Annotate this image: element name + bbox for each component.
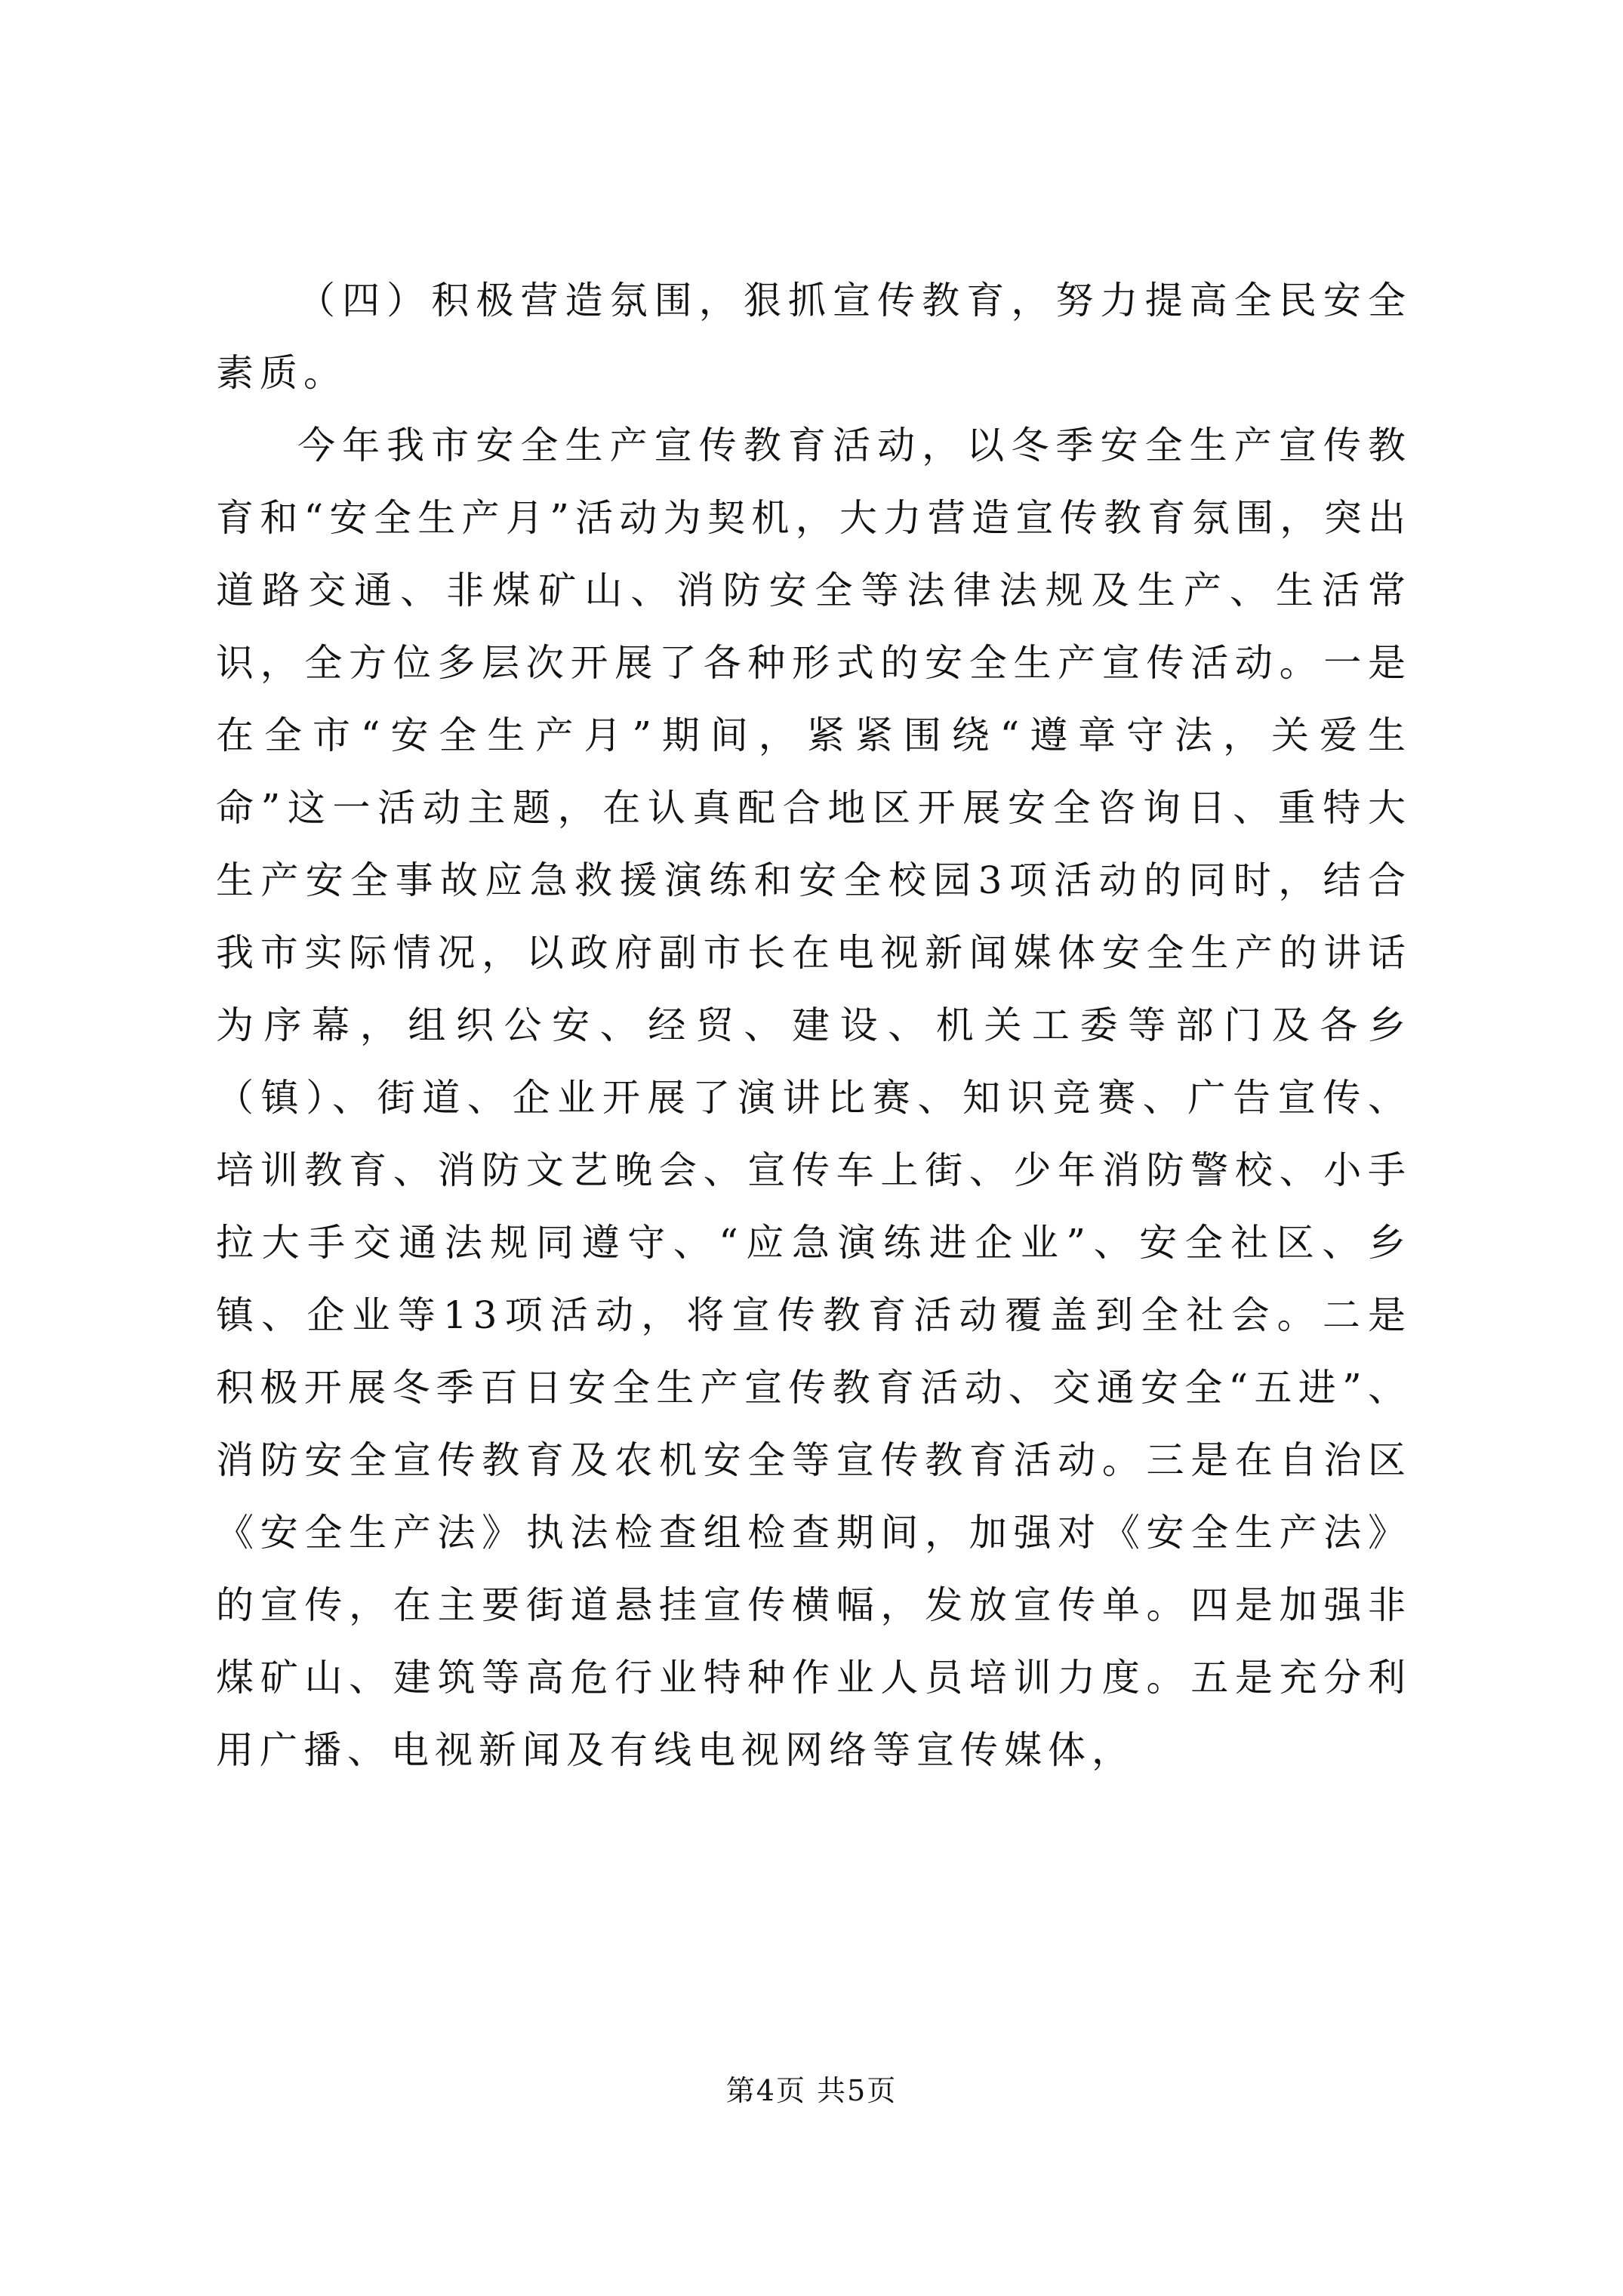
section-heading: （四）积极营造氛围，狠抓宣传教育，努力提高全民安全素质。 — [216, 279, 1412, 395]
page-number-footer: 第4页 共5页 — [725, 2074, 898, 2107]
body-paragraph: 今年我市安全生产宣传教育活动，以冬季安全生产宣传教育和“安全生产月”活动为契机，大力营造宣传教育氛围，突出道路交通、非煤矿山、消防安全等法律法规及生产、生活常识，全方位多层次开展了各种形式的安全生产宣传活动。一是在全市“安全生产月”期间，紧紧围绕“遵章守法，关爱生命”这一活动主题，在认真配合地区开展安全咨询日、重特大生产安全事故应急救援演练和安全校园3项活动的同时，结合我市实际情况，以政府副市长在电视新闻媒体安全生产的讲话为序幕，组织公安、经贸、建设、机关工委等部门及各乡（镇）、街道、企业开展了演讲比赛、知识竞赛、广告宣传、培训教育、消防文艺晚会、宣传车上街、少年消防警校、小手拉大手交通法规同遵守、“应急演练进企业”、安全社区、乡镇、企业等13项活动，将宣传教育活动覆盖到全社会。二是积极开展冬季百日安全生产宣传教育活动、交通安全“五进”、消防安全宣传教育及农机安全等宣传教育活动。三是在自治区《安全生产法》执法检查组检查期间，加强对《安全生产法》的宣传，在主要街道悬挂宣传横幅，发放宣传单。四是加强非煤矿山、建筑等高危行业特种作业人员培训力度。五是充分利用广播、电视新闻及有线电视网络等宣传媒体， — [216, 424, 1412, 1772]
document-body — [216, 264, 1412, 1786]
